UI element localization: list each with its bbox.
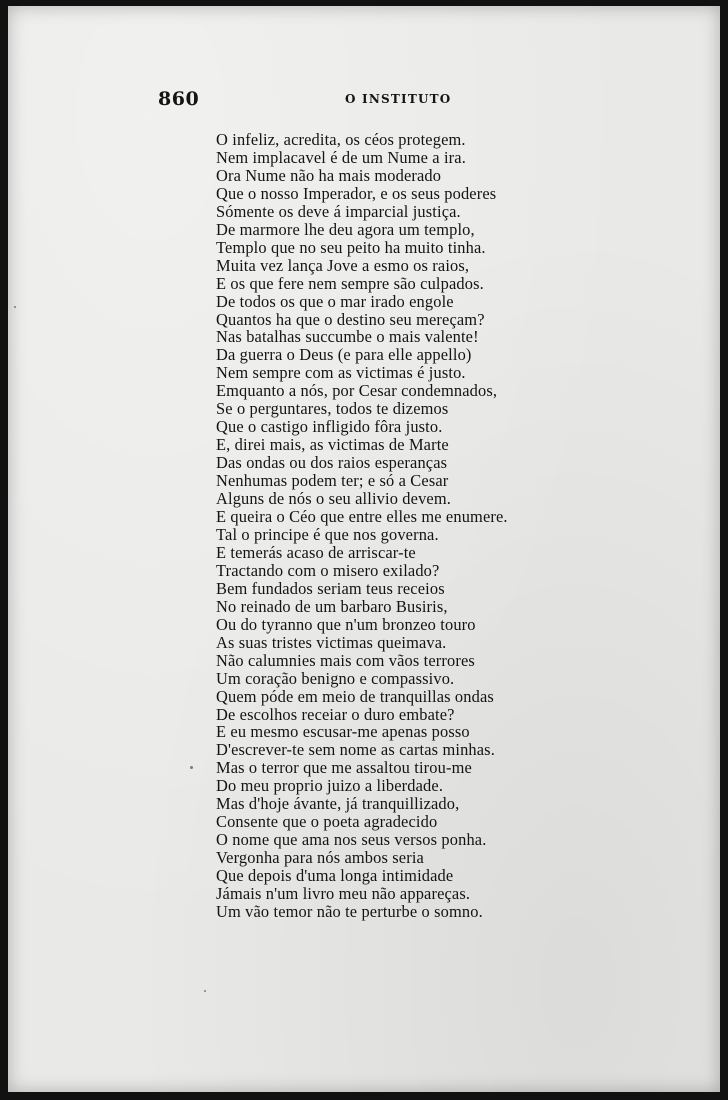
poem-line: Nem implacavel é de um Nume a ira.: [216, 147, 466, 167]
poem-line: E queira o Céo que entre elles me enumere.: [216, 507, 508, 527]
poem-text: [216, 131, 508, 921]
poem-line: Vergonha para nós ambos seria: [216, 848, 424, 868]
poem-line: De todos os que o mar irado engole: [216, 291, 454, 311]
poem-line: Da guerra o Deus (e para elle appello): [216, 345, 472, 365]
poem-line: Um vão temor não te perturbe o somno.: [216, 901, 483, 921]
scan-speck: [190, 766, 193, 769]
poem-line: E, direi mais, as victimas de Marte: [216, 435, 449, 455]
poem-line: Que o castigo infligido fôra justo.: [216, 417, 443, 437]
poem-line: O infeliz, acredita, os céos protegem.: [216, 130, 466, 149]
poem-line: Consente que o poeta agradecido: [216, 812, 438, 832]
poem-line: O nome que ama nos seus versos ponha.: [216, 830, 487, 850]
poem-line: Nenhumas podem ter; e só a Cesar: [216, 471, 449, 491]
scan-speck: [204, 990, 206, 992]
page-header: [158, 88, 458, 112]
poem-line: De escolhos receiar o duro embate?: [216, 704, 455, 724]
poem-line: Mas d'hoje ávante, já tranquillizado,: [216, 794, 460, 814]
poem-line: Alguns de nós o seu allivio devem.: [216, 489, 451, 509]
poem-line: Nas batalhas succumbe o mais valente!: [216, 327, 479, 347]
poem-line: Tal o principe é que nos governa.: [216, 524, 439, 544]
poem-line: E temerás acaso de arriscar-te: [216, 542, 416, 562]
poem-line: Ora Nume não ha mais moderado: [216, 165, 442, 185]
poem-line: Ou do tyranno que n'um bronzeo touro: [216, 614, 476, 634]
poem-line: Que o nosso Imperador, e os seus poderes: [216, 183, 497, 203]
poem-line: Sómente os deve á imparcial justiça.: [216, 201, 461, 221]
running-head: O INSTITUTO: [345, 92, 452, 106]
poem-line: D'escrever-te sem nome as cartas minhas.: [216, 740, 495, 760]
poem-line: Templo que no seu peito ha muito tinha.: [216, 237, 486, 257]
poem-line: Tractando com o misero exilado?: [216, 560, 440, 580]
poem-line: Das ondas ou dos raios esperanças: [216, 453, 448, 473]
poem-line: As suas tristes victimas queimava.: [216, 632, 447, 652]
poem-line: De marmore lhe deu agora um templo,: [216, 219, 475, 239]
poem-line: No reinado de um barbaro Busiris,: [216, 596, 448, 616]
poem-line: Se o perguntares, todos te dizemos: [216, 399, 449, 419]
page-number: 860: [158, 88, 200, 110]
poem-line: E eu mesmo escusar-me apenas posso: [216, 722, 470, 742]
poem-line: Emquanto a nós, por Cesar condemnados,: [216, 381, 498, 401]
poem-line: Jámais n'um livro meu não appareças.: [216, 884, 471, 904]
scan-speck: [14, 306, 16, 308]
poem-line: E os que fere nem sempre são culpados.: [216, 273, 484, 293]
poem-line: Muita vez lança Jove a esmo os raios,: [216, 255, 470, 275]
poem-line: Nem sempre com as victimas é justo.: [216, 363, 466, 383]
poem-line: Quantos ha que o destino seu mereçam?: [216, 309, 485, 329]
poem-line: Mas o terror que me assaltou tirou-me: [216, 758, 472, 778]
poem-line: Quem póde em meio de tranquillas ondas: [216, 686, 494, 706]
poem-line: Que depois d'uma longa intimidade: [216, 866, 454, 886]
poem-line: Não calumnies mais com vãos terrores: [216, 650, 475, 670]
poem-line: Do meu proprio juizo a liberdade.: [216, 776, 444, 796]
poem-line: Bem fundados seriam teus receios: [216, 578, 445, 598]
poem-line: Um coração benigno e compassivo.: [216, 668, 455, 688]
